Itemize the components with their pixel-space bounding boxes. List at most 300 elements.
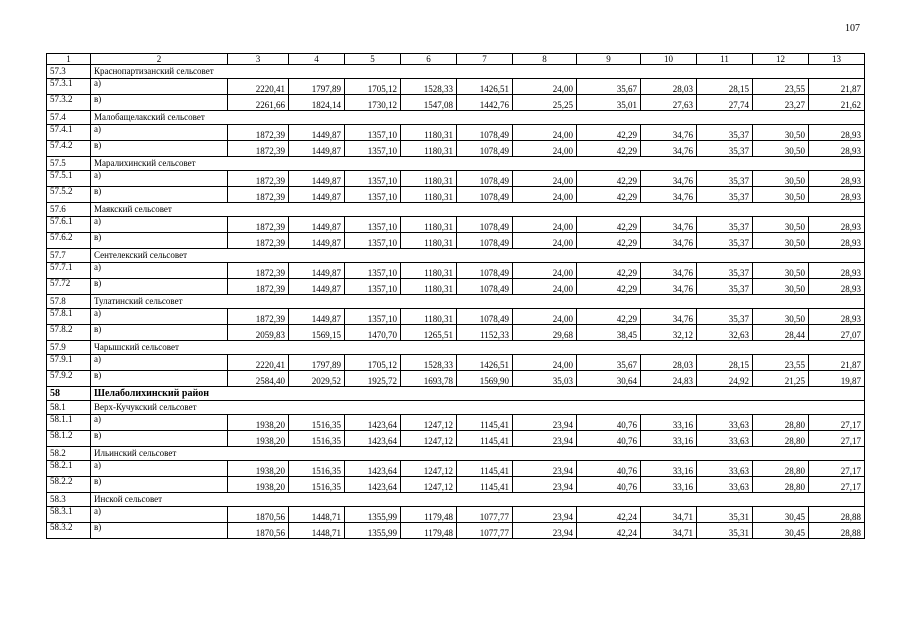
value-cell: 1470,70 xyxy=(345,325,401,341)
value-cell: 1528,33 xyxy=(401,355,457,371)
value-cell: 1423,64 xyxy=(345,415,401,431)
value-cell: 1872,39 xyxy=(228,125,289,141)
column-number-header: 10 xyxy=(641,54,697,65)
row-label: а) xyxy=(91,217,228,233)
value-cell: 1569,15 xyxy=(289,325,345,341)
value-cell: 1730,12 xyxy=(345,95,401,111)
section-name: Краснопартизанский сельсовет xyxy=(91,65,865,79)
section-name: Сентелекский сельсовет xyxy=(91,249,865,263)
value-cell: 24,00 xyxy=(513,187,577,203)
value-cell: 24,00 xyxy=(513,79,577,95)
row-label: в) xyxy=(91,141,228,157)
value-cell: 1516,35 xyxy=(289,461,345,477)
value-cell: 1449,87 xyxy=(289,187,345,203)
section-code: 57.6 xyxy=(47,203,91,217)
section-code: 58.3 xyxy=(47,493,91,507)
section-name: Инской сельсовет xyxy=(91,493,865,507)
value-cell: 28,80 xyxy=(753,415,809,431)
value-cell: 1423,64 xyxy=(345,461,401,477)
value-cell: 1872,39 xyxy=(228,309,289,325)
value-cell: 35,37 xyxy=(697,187,753,203)
section-row xyxy=(47,203,865,217)
section-code: 57.3 xyxy=(47,65,91,79)
value-cell: 30,50 xyxy=(753,263,809,279)
value-cell: 1797,89 xyxy=(289,355,345,371)
district-name: Шелаболихинский район xyxy=(91,387,865,401)
row-label: а) xyxy=(91,309,228,325)
value-cell: 1078,49 xyxy=(457,141,513,157)
table-row xyxy=(47,187,865,203)
section-row xyxy=(47,295,865,309)
column-number-header: 4 xyxy=(289,54,345,65)
value-cell: 27,63 xyxy=(641,95,697,111)
value-cell: 1872,39 xyxy=(228,263,289,279)
value-cell: 2059,83 xyxy=(228,325,289,341)
table-body xyxy=(47,65,865,539)
value-cell: 1357,10 xyxy=(345,309,401,325)
row-label: в) xyxy=(91,233,228,249)
value-cell: 34,76 xyxy=(641,309,697,325)
value-cell: 42,29 xyxy=(577,141,641,157)
table-row xyxy=(47,141,865,157)
value-cell: 1442,76 xyxy=(457,95,513,111)
section-name: Ильинский сельсовет xyxy=(91,447,865,461)
tariff-table xyxy=(46,53,865,539)
value-cell: 28,15 xyxy=(697,355,753,371)
value-cell: 27,74 xyxy=(697,95,753,111)
value-cell: 24,83 xyxy=(641,371,697,387)
value-cell: 28,93 xyxy=(809,233,865,249)
value-cell: 34,76 xyxy=(641,263,697,279)
table-row xyxy=(47,461,865,477)
table-row xyxy=(47,325,865,341)
row-code: 57.4.2 xyxy=(47,141,91,157)
row-code: 58.2.2 xyxy=(47,477,91,493)
row-code: 57.6.2 xyxy=(47,233,91,249)
section-row xyxy=(47,65,865,79)
value-cell: 1357,10 xyxy=(345,187,401,203)
value-cell: 1449,87 xyxy=(289,279,345,295)
value-cell: 1247,12 xyxy=(401,431,457,447)
value-cell: 1705,12 xyxy=(345,79,401,95)
value-cell: 33,16 xyxy=(641,477,697,493)
value-cell: 1870,56 xyxy=(228,523,289,539)
value-cell: 1938,20 xyxy=(228,477,289,493)
value-cell: 42,29 xyxy=(577,309,641,325)
value-cell: 1179,48 xyxy=(401,523,457,539)
value-cell: 42,29 xyxy=(577,233,641,249)
row-code: 57.72 xyxy=(47,279,91,295)
value-cell: 1180,31 xyxy=(401,309,457,325)
value-cell: 1145,41 xyxy=(457,415,513,431)
value-cell: 28,93 xyxy=(809,141,865,157)
column-number-header: 13 xyxy=(809,54,865,65)
table-row xyxy=(47,279,865,295)
value-cell: 28,93 xyxy=(809,263,865,279)
value-cell: 1448,71 xyxy=(289,523,345,539)
value-cell: 2584,40 xyxy=(228,371,289,387)
value-cell: 1180,31 xyxy=(401,187,457,203)
value-cell: 23,94 xyxy=(513,431,577,447)
district-row xyxy=(47,387,865,401)
value-cell: 1938,20 xyxy=(228,415,289,431)
table-row xyxy=(47,95,865,111)
row-label: в) xyxy=(91,279,228,295)
value-cell: 33,16 xyxy=(641,461,697,477)
value-cell: 24,00 xyxy=(513,279,577,295)
value-cell: 1448,71 xyxy=(289,507,345,523)
value-cell: 35,37 xyxy=(697,279,753,295)
row-code: 57.8.2 xyxy=(47,325,91,341)
row-label: а) xyxy=(91,415,228,431)
section-row xyxy=(47,341,865,355)
value-cell: 1872,39 xyxy=(228,279,289,295)
value-cell: 30,50 xyxy=(753,141,809,157)
value-cell: 23,94 xyxy=(513,415,577,431)
value-cell: 30,50 xyxy=(753,125,809,141)
value-cell: 1180,31 xyxy=(401,233,457,249)
value-cell: 40,76 xyxy=(577,477,641,493)
table-row xyxy=(47,263,865,279)
value-cell: 34,76 xyxy=(641,125,697,141)
row-code: 57.5.2 xyxy=(47,187,91,203)
row-label: а) xyxy=(91,263,228,279)
column-number-header: 7 xyxy=(457,54,513,65)
row-label: а) xyxy=(91,171,228,187)
value-cell: 1180,31 xyxy=(401,141,457,157)
section-name: Верх-Кучукский сельсовет xyxy=(91,401,865,415)
section-name: Тулатинский сельсовет xyxy=(91,295,865,309)
value-cell: 1180,31 xyxy=(401,263,457,279)
row-label: а) xyxy=(91,79,228,95)
section-row xyxy=(47,401,865,415)
value-cell: 1078,49 xyxy=(457,309,513,325)
value-cell: 33,16 xyxy=(641,415,697,431)
section-code: 58 xyxy=(47,387,91,401)
column-number-header: 3 xyxy=(228,54,289,65)
value-cell: 35,31 xyxy=(697,507,753,523)
value-cell: 30,50 xyxy=(753,187,809,203)
column-number-header: 8 xyxy=(513,54,577,65)
value-cell: 28,93 xyxy=(809,171,865,187)
section-code: 57.5 xyxy=(47,157,91,171)
row-code: 57.4.1 xyxy=(47,125,91,141)
row-label: а) xyxy=(91,125,228,141)
value-cell: 35,01 xyxy=(577,95,641,111)
value-cell: 30,50 xyxy=(753,309,809,325)
value-cell: 42,29 xyxy=(577,279,641,295)
value-cell: 1077,77 xyxy=(457,523,513,539)
value-cell: 1078,49 xyxy=(457,187,513,203)
section-row xyxy=(47,249,865,263)
column-number-header: 11 xyxy=(697,54,753,65)
value-cell: 35,31 xyxy=(697,523,753,539)
value-cell: 30,50 xyxy=(753,279,809,295)
row-code: 57.9.1 xyxy=(47,355,91,371)
value-cell: 42,29 xyxy=(577,217,641,233)
value-cell: 1925,72 xyxy=(345,371,401,387)
table-row xyxy=(47,507,865,523)
section-code: 57.7 xyxy=(47,249,91,263)
value-cell: 35,37 xyxy=(697,171,753,187)
value-cell: 21,87 xyxy=(809,79,865,95)
column-number-header: 12 xyxy=(753,54,809,65)
row-label: в) xyxy=(91,95,228,111)
row-code: 57.3.2 xyxy=(47,95,91,111)
value-cell: 1247,12 xyxy=(401,461,457,477)
value-cell: 24,00 xyxy=(513,263,577,279)
row-code: 57.6.1 xyxy=(47,217,91,233)
value-cell: 1870,56 xyxy=(228,507,289,523)
value-cell: 35,37 xyxy=(697,233,753,249)
row-label: в) xyxy=(91,371,228,387)
section-code: 57.8 xyxy=(47,295,91,309)
value-cell: 24,92 xyxy=(697,371,753,387)
section-code: 57.4 xyxy=(47,111,91,125)
value-cell: 28,88 xyxy=(809,507,865,523)
value-cell: 28,80 xyxy=(753,477,809,493)
value-cell: 29,68 xyxy=(513,325,577,341)
value-cell: 1265,51 xyxy=(401,325,457,341)
value-cell: 1705,12 xyxy=(345,355,401,371)
value-cell: 1180,31 xyxy=(401,125,457,141)
value-cell: 1247,12 xyxy=(401,415,457,431)
value-cell: 1426,51 xyxy=(457,355,513,371)
value-cell: 1179,48 xyxy=(401,507,457,523)
value-cell: 2220,41 xyxy=(228,355,289,371)
value-cell: 1078,49 xyxy=(457,263,513,279)
value-cell: 24,00 xyxy=(513,171,577,187)
value-cell: 28,93 xyxy=(809,125,865,141)
value-cell: 1355,99 xyxy=(345,523,401,539)
value-cell: 24,00 xyxy=(513,217,577,233)
value-cell: 21,62 xyxy=(809,95,865,111)
value-cell: 34,76 xyxy=(641,141,697,157)
row-code: 57.8.1 xyxy=(47,309,91,325)
value-cell: 1528,33 xyxy=(401,79,457,95)
value-cell: 1357,10 xyxy=(345,263,401,279)
value-cell: 42,24 xyxy=(577,523,641,539)
value-cell: 24,00 xyxy=(513,309,577,325)
value-cell: 35,37 xyxy=(697,263,753,279)
value-cell: 1449,87 xyxy=(289,217,345,233)
value-cell: 38,45 xyxy=(577,325,641,341)
row-code: 57.3.1 xyxy=(47,79,91,95)
value-cell: 1449,87 xyxy=(289,309,345,325)
value-cell: 1357,10 xyxy=(345,171,401,187)
value-cell: 1872,39 xyxy=(228,217,289,233)
value-cell: 1516,35 xyxy=(289,431,345,447)
value-cell: 28,80 xyxy=(753,431,809,447)
value-cell: 24,00 xyxy=(513,355,577,371)
value-cell: 34,76 xyxy=(641,171,697,187)
value-cell: 1357,10 xyxy=(345,233,401,249)
value-cell: 1357,10 xyxy=(345,141,401,157)
value-cell: 1078,49 xyxy=(457,125,513,141)
row-code: 58.3.2 xyxy=(47,523,91,539)
value-cell: 1355,99 xyxy=(345,507,401,523)
value-cell: 1872,39 xyxy=(228,141,289,157)
value-cell: 1872,39 xyxy=(228,187,289,203)
section-row xyxy=(47,111,865,125)
value-cell: 1077,77 xyxy=(457,507,513,523)
value-cell: 1797,89 xyxy=(289,79,345,95)
value-cell: 1426,51 xyxy=(457,79,513,95)
table-row xyxy=(47,217,865,233)
value-cell: 1516,35 xyxy=(289,477,345,493)
page-number: 107 xyxy=(845,23,860,34)
value-cell: 24,00 xyxy=(513,233,577,249)
value-cell: 32,63 xyxy=(697,325,753,341)
column-number-header: 5 xyxy=(345,54,401,65)
section-name: Маралихинский сельсовет xyxy=(91,157,865,171)
value-cell: 28,88 xyxy=(809,523,865,539)
value-cell: 35,37 xyxy=(697,125,753,141)
section-name: Маякский сельсовет xyxy=(91,203,865,217)
row-label: в) xyxy=(91,477,228,493)
row-label: а) xyxy=(91,507,228,523)
row-code: 58.1.1 xyxy=(47,415,91,431)
value-cell: 30,50 xyxy=(753,171,809,187)
value-cell: 27,17 xyxy=(809,431,865,447)
value-cell: 33,63 xyxy=(697,477,753,493)
value-cell: 1449,87 xyxy=(289,263,345,279)
value-cell: 28,93 xyxy=(809,217,865,233)
row-label: а) xyxy=(91,461,228,477)
table-row xyxy=(47,371,865,387)
row-label: в) xyxy=(91,325,228,341)
row-code: 57.5.1 xyxy=(47,171,91,187)
table-row xyxy=(47,125,865,141)
section-name: Малобащелакский сельсовет xyxy=(91,111,865,125)
value-cell: 34,76 xyxy=(641,233,697,249)
value-cell: 28,93 xyxy=(809,187,865,203)
column-number-header: 9 xyxy=(577,54,641,65)
table-row xyxy=(47,171,865,187)
value-cell: 30,45 xyxy=(753,507,809,523)
value-cell: 30,50 xyxy=(753,217,809,233)
value-cell: 24,00 xyxy=(513,141,577,157)
value-cell: 42,29 xyxy=(577,125,641,141)
value-cell: 1078,49 xyxy=(457,279,513,295)
value-cell: 33,63 xyxy=(697,431,753,447)
value-cell: 34,71 xyxy=(641,523,697,539)
value-cell: 40,76 xyxy=(577,461,641,477)
row-code: 57.9.2 xyxy=(47,371,91,387)
column-number-header: 1 xyxy=(47,54,91,65)
value-cell: 2029,52 xyxy=(289,371,345,387)
value-cell: 34,76 xyxy=(641,187,697,203)
section-name: Чарышский сельсовет xyxy=(91,341,865,355)
value-cell: 2220,41 xyxy=(228,79,289,95)
value-cell: 1078,49 xyxy=(457,233,513,249)
value-cell: 1180,31 xyxy=(401,217,457,233)
value-cell: 1872,39 xyxy=(228,171,289,187)
value-cell: 1449,87 xyxy=(289,233,345,249)
value-cell: 1357,10 xyxy=(345,125,401,141)
value-cell: 30,45 xyxy=(753,523,809,539)
value-cell: 1449,87 xyxy=(289,141,345,157)
value-cell: 21,25 xyxy=(753,371,809,387)
value-cell: 33,16 xyxy=(641,431,697,447)
value-cell: 28,03 xyxy=(641,79,697,95)
value-cell: 35,67 xyxy=(577,355,641,371)
value-cell: 1693,78 xyxy=(401,371,457,387)
value-cell: 33,63 xyxy=(697,415,753,431)
column-number-header: 6 xyxy=(401,54,457,65)
value-cell: 1449,87 xyxy=(289,125,345,141)
value-cell: 23,94 xyxy=(513,477,577,493)
section-code: 58.1 xyxy=(47,401,91,415)
row-label: в) xyxy=(91,431,228,447)
value-cell: 1423,64 xyxy=(345,431,401,447)
value-cell: 25,25 xyxy=(513,95,577,111)
section-code: 58.2 xyxy=(47,447,91,461)
value-cell: 23,55 xyxy=(753,355,809,371)
value-cell: 1938,20 xyxy=(228,431,289,447)
value-cell: 28,80 xyxy=(753,461,809,477)
value-cell: 28,44 xyxy=(753,325,809,341)
value-cell: 35,67 xyxy=(577,79,641,95)
value-cell: 34,71 xyxy=(641,507,697,523)
value-cell: 27,17 xyxy=(809,461,865,477)
row-label: в) xyxy=(91,187,228,203)
section-row xyxy=(47,493,865,507)
value-cell: 42,24 xyxy=(577,507,641,523)
value-cell: 34,76 xyxy=(641,279,697,295)
table-row xyxy=(47,415,865,431)
value-cell: 2261,66 xyxy=(228,95,289,111)
value-cell: 1078,49 xyxy=(457,171,513,187)
section-row xyxy=(47,157,865,171)
value-cell: 30,50 xyxy=(753,233,809,249)
column-number-header: 2 xyxy=(91,54,228,65)
value-cell: 1152,33 xyxy=(457,325,513,341)
value-cell: 40,76 xyxy=(577,431,641,447)
value-cell: 23,94 xyxy=(513,507,577,523)
value-cell: 1569,90 xyxy=(457,371,513,387)
value-cell: 1145,41 xyxy=(457,461,513,477)
value-cell: 1078,49 xyxy=(457,217,513,233)
value-cell: 42,29 xyxy=(577,171,641,187)
value-cell: 19,87 xyxy=(809,371,865,387)
section-row xyxy=(47,447,865,461)
value-cell: 27,07 xyxy=(809,325,865,341)
value-cell: 27,17 xyxy=(809,477,865,493)
value-cell: 1423,64 xyxy=(345,477,401,493)
value-cell: 1180,31 xyxy=(401,171,457,187)
value-cell: 1872,39 xyxy=(228,233,289,249)
value-cell: 35,37 xyxy=(697,217,753,233)
value-cell: 1247,12 xyxy=(401,477,457,493)
value-cell: 1357,10 xyxy=(345,217,401,233)
value-cell: 1824,14 xyxy=(289,95,345,111)
column-number-row xyxy=(47,54,865,65)
table-row xyxy=(47,477,865,493)
section-code: 57.9 xyxy=(47,341,91,355)
value-cell: 23,94 xyxy=(513,523,577,539)
value-cell: 30,64 xyxy=(577,371,641,387)
value-cell: 28,15 xyxy=(697,79,753,95)
value-cell: 1449,87 xyxy=(289,171,345,187)
table-row xyxy=(47,233,865,249)
value-cell: 28,93 xyxy=(809,279,865,295)
value-cell: 24,00 xyxy=(513,125,577,141)
value-cell: 1516,35 xyxy=(289,415,345,431)
row-code: 58.1.2 xyxy=(47,431,91,447)
value-cell: 1180,31 xyxy=(401,279,457,295)
value-cell: 40,76 xyxy=(577,415,641,431)
